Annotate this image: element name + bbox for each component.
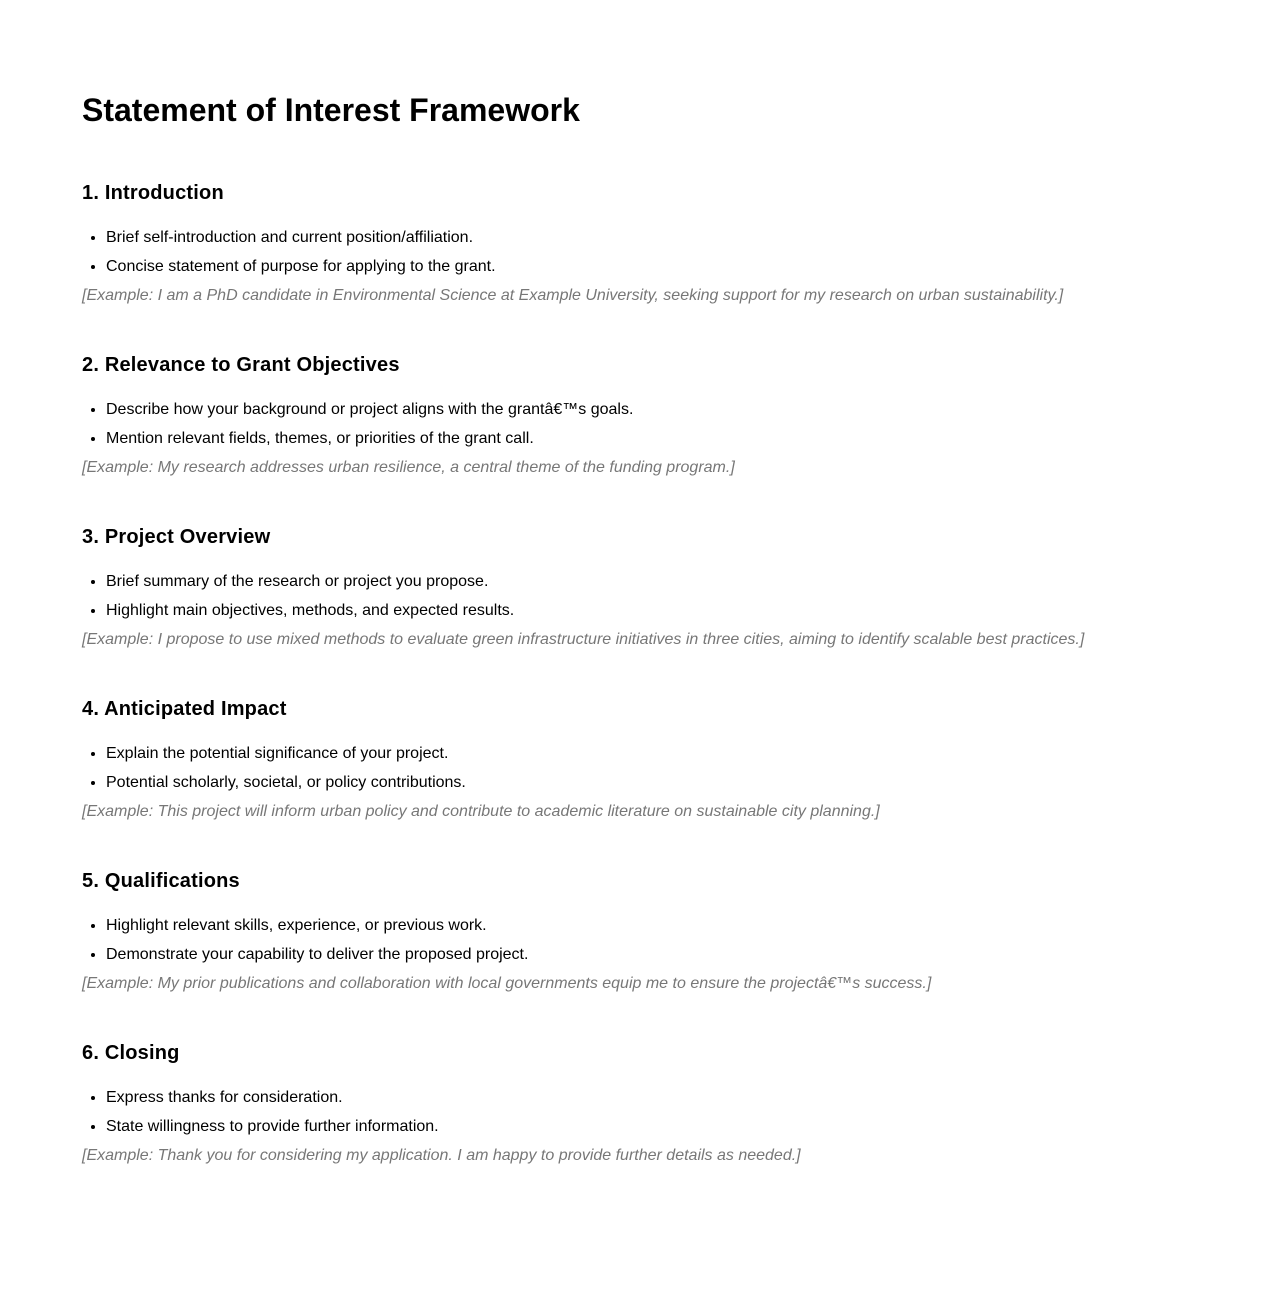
bullet-list bbox=[82, 915, 1263, 966]
list-item: • Potential scholarly, societal, or policy contributions. bbox=[106, 772, 1263, 794]
example-text: [Example: Thank you for considering my application. I am happy to provide further details as needed.] bbox=[82, 1147, 801, 1164]
section bbox=[82, 353, 1263, 479]
example-text: [Example: My prior publications and collaboration with local governments equip me to ensure the projectâ€™s success.] bbox=[82, 975, 932, 992]
section-heading: 4. Anticipated Impact bbox=[82, 698, 287, 720]
list-item: • Demonstrate your capability to deliver the proposed project. bbox=[106, 944, 1263, 966]
example-text: [Example: I propose to use mixed methods to evaluate green infrastructure initiatives in three cities, aiming to identify scalable best practices.] bbox=[82, 631, 1085, 648]
list-item: • Describe how your background or project aligns with the grantâ€™s goals. bbox=[106, 399, 1263, 421]
list-item: • Brief self-introduction and current position/affiliation. bbox=[106, 227, 1263, 249]
section-heading: 2. Relevance to Grant Objectives bbox=[82, 354, 400, 376]
section-heading: 1. Introduction bbox=[82, 182, 224, 204]
list-item: • Mention relevant fields, themes, or priorities of the grant call. bbox=[106, 428, 1263, 450]
section bbox=[82, 1041, 1263, 1167]
example-text: [Example: I am a PhD candidate in Environmental Science at Example University, seeking support for my research on urban sustainability.] bbox=[82, 287, 1064, 304]
list-item: • Highlight relevant skills, experience, or previous work. bbox=[106, 915, 1263, 937]
list-item: • State willingness to provide further information. bbox=[106, 1116, 1263, 1138]
section bbox=[82, 525, 1263, 651]
list-item: • Highlight main objectives, methods, and expected results. bbox=[106, 600, 1263, 622]
bullet-list bbox=[82, 227, 1263, 278]
section-heading: 3. Project Overview bbox=[82, 526, 271, 548]
list-item: • Express thanks for consideration. bbox=[106, 1087, 1263, 1109]
section bbox=[82, 181, 1263, 307]
example-text: [Example: This project will inform urban policy and contribute to academic literature on sustainable city planning.] bbox=[82, 803, 880, 820]
bullet-list bbox=[82, 743, 1263, 794]
section-heading: 5. Qualifications bbox=[82, 870, 240, 892]
list-item: • Explain the potential significance of your project. bbox=[106, 743, 1263, 765]
section bbox=[82, 697, 1263, 823]
section bbox=[82, 869, 1263, 995]
page-title: Statement of Interest Framework bbox=[82, 92, 580, 128]
bullet-list bbox=[82, 399, 1263, 450]
list-item: • Concise statement of purpose for applying to the grant. bbox=[106, 256, 1263, 278]
bullet-list bbox=[82, 571, 1263, 622]
section-heading: 6. Closing bbox=[82, 1042, 180, 1064]
list-item: • Brief summary of the research or project you propose. bbox=[106, 571, 1263, 593]
example-text: [Example: My research addresses urban resilience, a central theme of the funding program.] bbox=[82, 459, 735, 476]
bullet-list bbox=[82, 1087, 1263, 1138]
